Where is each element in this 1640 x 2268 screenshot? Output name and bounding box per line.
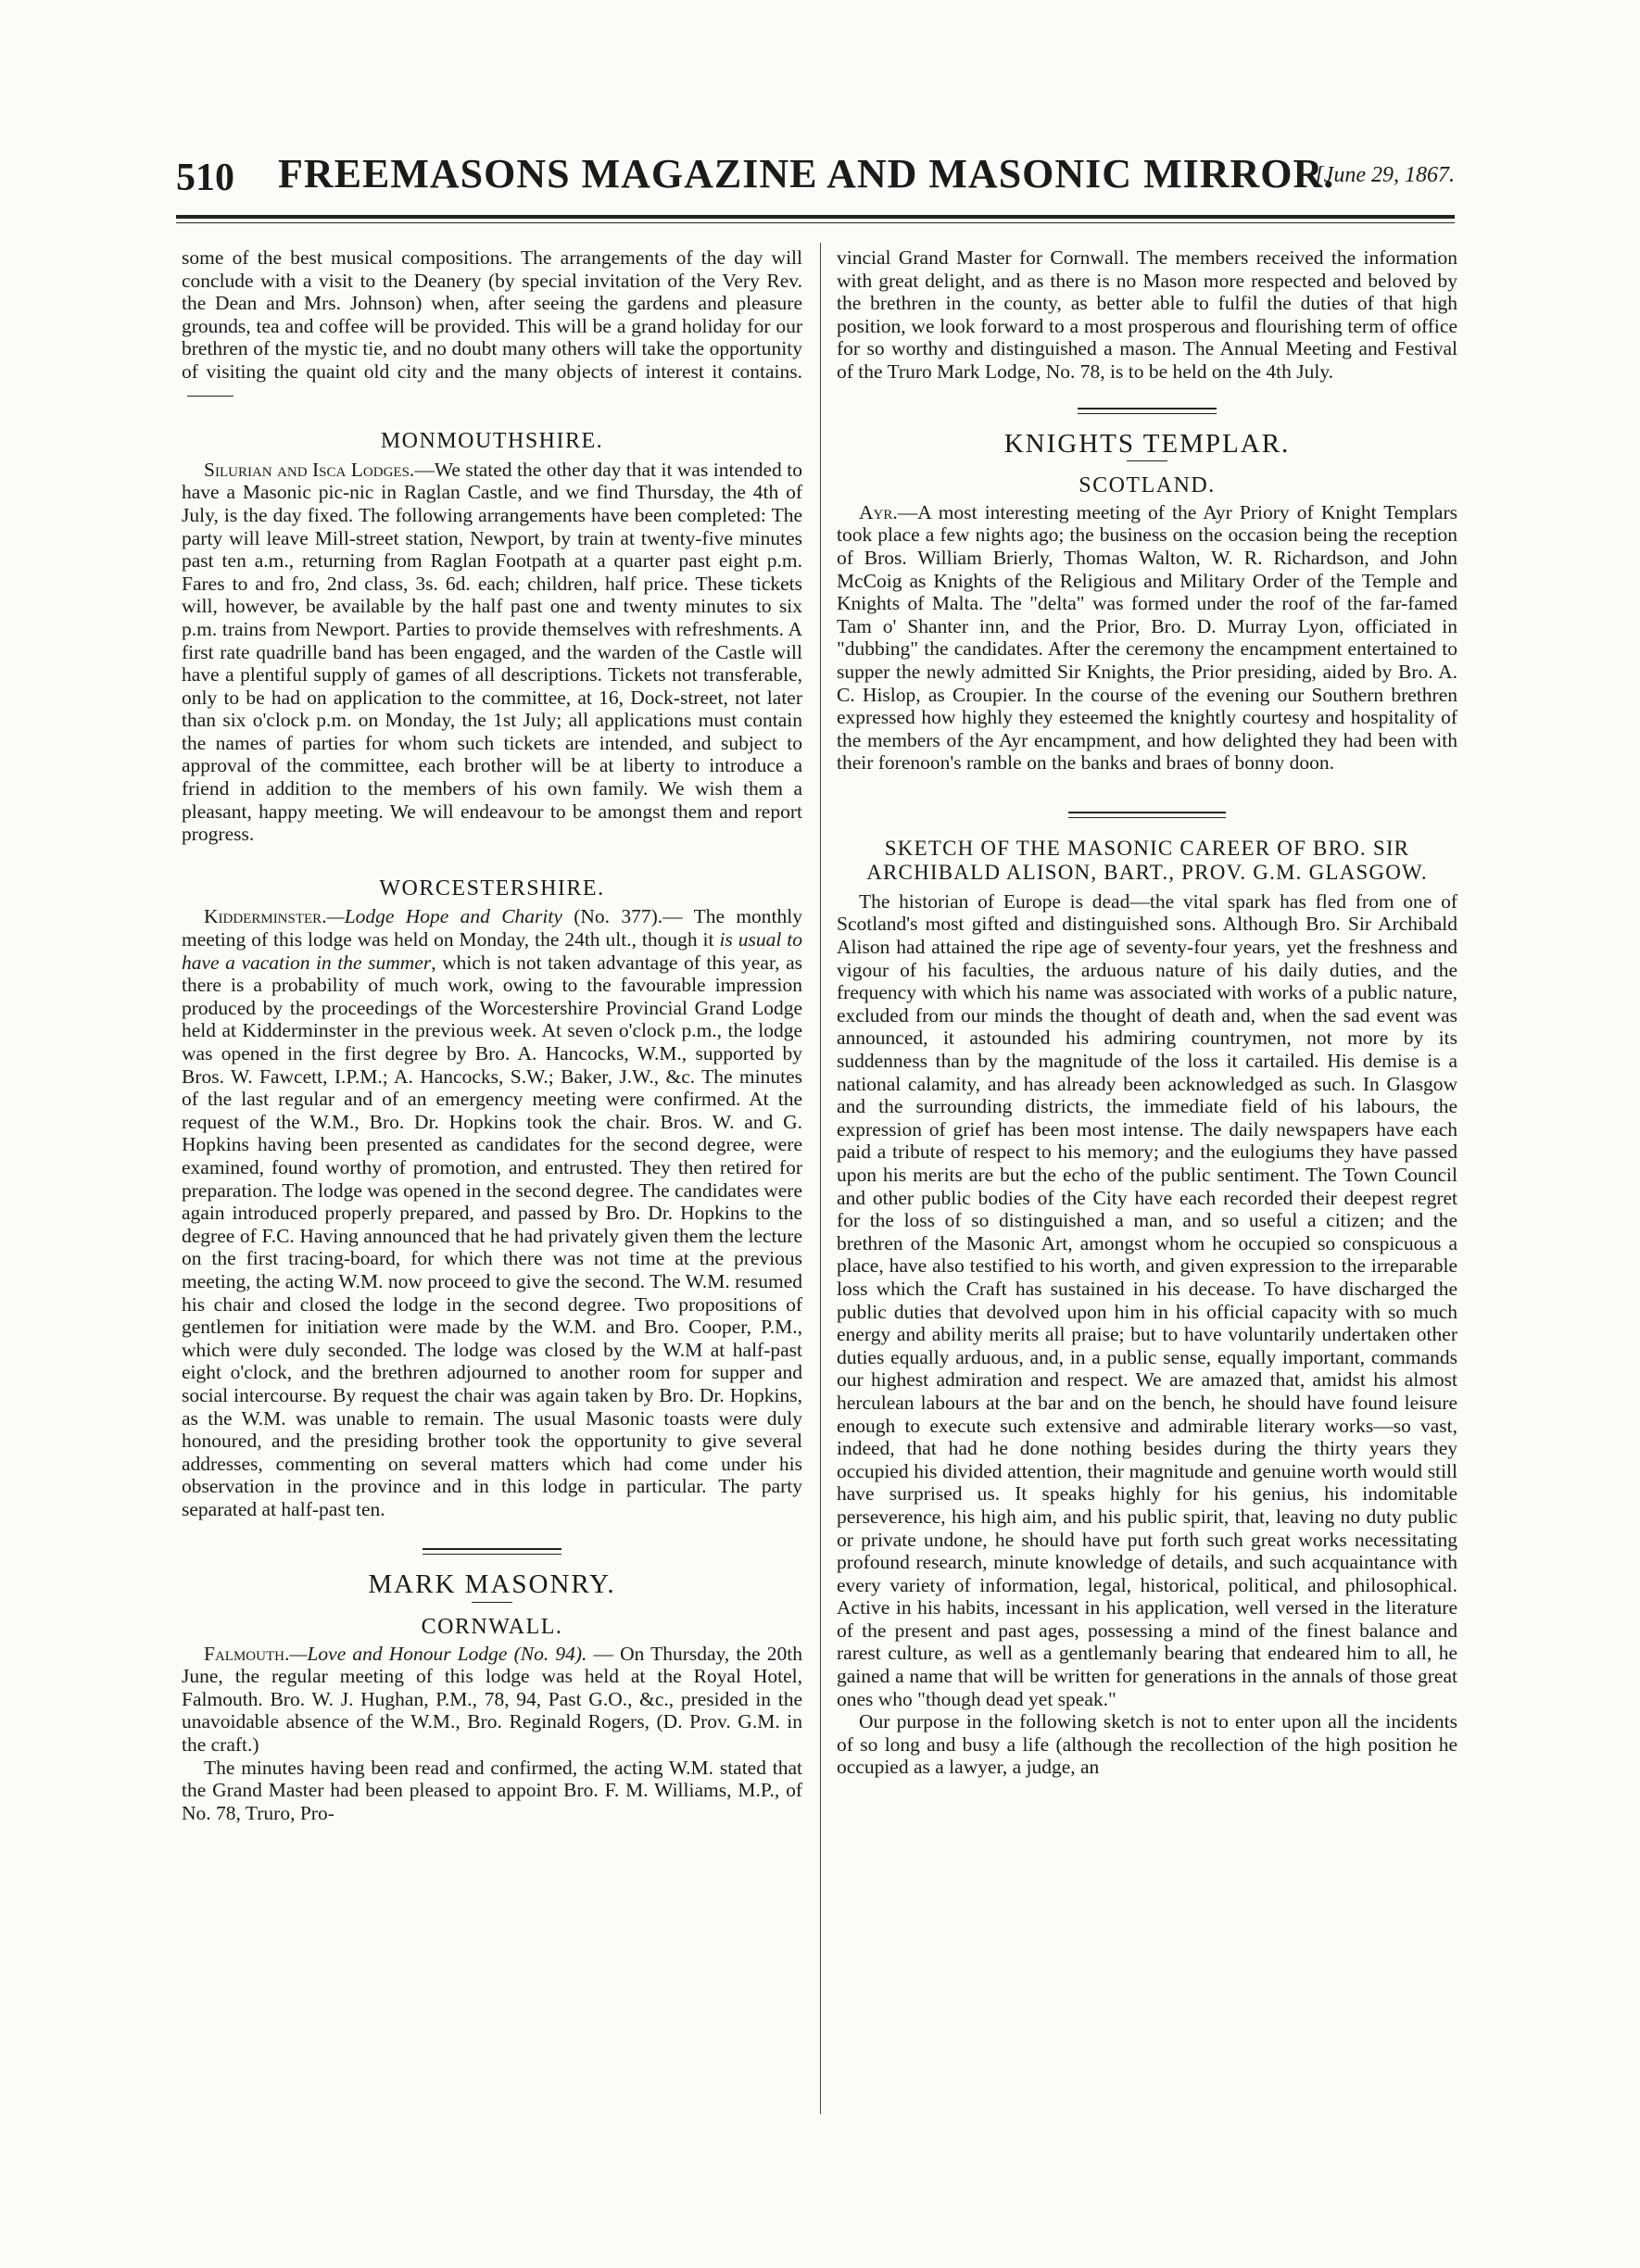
cornwall-continuation: vincial Grand Master for Cornwall. The members received the information with great delight, and as there is no Mason more respected and beloved by the brethren in the county, as better able to fulfil the duties of that high position, we look forward to a most prosperous and flourishing term of office for so worthy and distinguished a mason. The Annual Meeting and Festival of the Truro Mark Lodge, No. 78, is to be held on the 4th July. <box>837 246 1457 383</box>
column-divider <box>820 243 821 2114</box>
cornwall-paragraph-1 <box>182 1643 802 1757</box>
sketch-paragraph-1: The historian of Europe is dead—the vital spark has fled from one of Scotland's most gifted and distinguished sons. Although Bro. Sir Archibald Alison had attained the ripe age of seventy-four years, yet the freshness and vigour of his faculties, the arduous nature of his daily duties, and the frequency with which his name was associated with works of a public nature, excluded from our minds the thought of death and, when the sad event was announced, it astounded his admiring countrymen, not more by its suddenness than by the magnitude of the loss it cartailed. His demise is a national calamity, and has already been acknowledged as such. In Glasgow and the surrounding districts, the immediate field of his labours, the expression of grief has been most intense. The daily newspapers have each paid a tribute of respect to his memory; and the eulogiums they have passed upon his merits are but the echo of the public sentiment. The Town Council and other public bodies of the City have each recorded their deepest regret for the loss of so distinguished a man, and so useful a citizen; and the brethren of the Masonic Art, amongst whom he occupied so conspicuous a place, have also testified to his worth, and given expression to the irreparable loss which the Craft has sustained in his decease. To have discharged the public duties that devolved upon him in his official capacity with so much energy and ability merits all praise; but to have voluntarily undertaken other duties equally arduous, and, in a public sense, equally important, commands our highest admiration and respect. We are amazed that, amidst his almost herculean labours at the bar and on the bench, he should have found leisure enough to execute such extensive and admirable literary works—so vast, indeed, that had he done nothing besides during the thirty years they occupied his divided attention, their magnitude and genuine worth would still have surprised us. It speaks highly for his genius, his indomitable perseverence, his high aim, and his public spirit, that, leaving no duty public or private undone, he should have put forth such great works necessitating profound research, minute knowledge of details, and such acquaintance with every variety of information, legal, historical, political, and philosophical. Active in his habits, incessant in his application, well versed in the literature of the present and past ages, possessing a mind of the finest balance and rarest culture, as well as a gentlemanly bearing that endeared him to all, he gained a name that will be written for generations in the annals of those great ones who "though dead yet speak." <box>837 889 1457 1710</box>
ayr-lead: Ayr. <box>859 500 898 523</box>
page-number: 510 <box>176 157 234 199</box>
sketch-title-line-2: ARCHIBALD ALISON, BART., PROV. G.M. GLASGOW. <box>866 860 1428 884</box>
knights-templar-title: KNIGHTS TEMPLAR. <box>1003 428 1291 459</box>
monmouthshire-heading: MONMOUTHSHIRE. <box>380 429 604 454</box>
intro-text: some of the best musical compositions. The arrangements of the day will conclude with a visit to the Deanery (by special invitation of the Very Rev. the Dean and Mrs. Johnson) when, after seeing the gardens and pleasure grounds, tea and coffee will be provided. This will be a grand holiday for our brethren of the mystic tie, and no doubt many others will take the opportunity of visiting the quaint old city and the many objects of interest it contains. <box>182 246 802 383</box>
sketch-paragraph-2: Our purpose in the following sketch is not to enter upon all the incidents of so long and busy a life (although the recollection of the high position he occupied as a lawyer, a judge, an <box>837 1710 1457 1779</box>
cornwall-lead: Falmouth. <box>204 1642 290 1665</box>
worcestershire-body-italic: is usual to have a vacation in the summer <box>182 928 802 974</box>
left-column <box>182 246 802 1824</box>
ayr-paragraph <box>837 501 1457 775</box>
section-double-rule <box>423 1548 561 1555</box>
monmouthshire-body: —We stated the other day that it was intended to have a Masonic pic-nic in Raglan Castle, and we find Thursday, the 4th of July, is the day fixed. The following arrangements have been completed: The party will leave Mill-street station, Newport, by train at twenty-five minutes past ten a.m., returning from Raglan Footpath at a quarter past eight p.m. Fares to and fro, 2nd class, 3s. 6d. each; children, half price. These tickets will, however, be available by the half past one and twenty minutes to six p.m. trains from Newport. Parties to provide themselves with refreshments. A first rate quadrille band has been engaged, and the warden of the Castle will have a plentiful supply of games of all descriptions. Tickets not transferable, only to be had on application to the committee, at 16, Dock-street, not later than six o'clock p.m. on Monday, the 1st July; all applications must contain the names of parties for whom such tickets are intended, and subject to approval of the committee, each brother will be at liberty to introduce a friend in addition to the members of his own family. We wish them a pleasant, happy meeting. We will endeavour to be amongst them and report progress. <box>182 458 802 846</box>
section-end-rule <box>187 396 233 397</box>
title-short-rule-2 <box>1127 460 1167 461</box>
worcestershire-body-1: The monthly meeting of this lodge was held on Monday, the 24th ult., though it <box>182 905 802 951</box>
worcestershire-lodge-no: (No. 377).— <box>561 905 683 928</box>
worcestershire-lodge: —Lodge Hope and Charity <box>326 905 562 928</box>
section-double-rule-2 <box>1078 408 1217 414</box>
cornwall-body-1: — On Thursday, the 20th June, the regular meeting of this lodge was held at the Royal Hotel, Falmouth. Bro. W. J. Hughan, P.M., 78, 94, Past G.O., &c., presided in the unavoidable absence of the W.M., Bro. Reginald Rogers, (D. Prov. G.M. in the craft.) <box>182 1642 803 1757</box>
worcestershire-body-2: , which is not taken advantage of this year, as there is a probability of much work, owing to the favourable impression produced by the proceedings of the Worcestershire Provincial Grand Lodge held at Kidderminster in the previous week. At seven o'clock p.m., the lodge was opened in the first degree by Bro. A. Hancocks, W.M., supported by Bros. W. Fawcett, I.P.M.; A. Hancocks, S.W.; Baker, J.W., &c. The minutes of the last regular and of an emergency meeting were confirmed. At the request of the W.M., Bro. Dr. Hopkins took the chair. Bros. W. and G. Hopkins having been presented as candidates for the second degree, were examined, found worthy of promotion, and entrusted. They then retired for preparation. The lodge was opened in the second degree. The candidates were again introduced properly prepared, and passed by Bro. Dr. Hopkins to the degree of F.C. Having announced that he had privately given them the lecture on the first tracing-board, for which there was not time at the previous meeting, the acting W.M. now proceed to give the second. The W.M. resumed his chair and closed the lodge in the second degree. Two propositions of gentlemen for initiation were made by the W.M. and Bro. Cooper, P.M., which were duly seconded. The lodge was closed by the W.M at half-past eight o'clock, and the brethren adjourned to another room for supper and social intercourse. By request the chair was again taken by Bro. Dr. Hopkins, as the W.M. was unable to remain. The usual Masonic toasts were duly honoured, and the presiding brother took the opportunity to give several addresses, commenting on several matters which had come under his observation in the province and in this lodge in particular. The party separated at half-past ten. <box>182 951 803 1520</box>
page-header <box>176 150 1455 206</box>
cornwall-lodge: —Love and Honour Lodge (No. 94). <box>289 1642 587 1665</box>
masthead-title: FREEMASONS MAGAZINE AND MASONIC MIRROR. <box>278 151 1335 196</box>
sketch-title-line-1: SKETCH OF THE MASONIC CAREER OF BRO. SIR <box>884 836 1410 860</box>
worcestershire-lead: Kidderminster. <box>204 905 327 928</box>
worcestershire-paragraph <box>182 905 802 1520</box>
sketch-title <box>837 837 1457 885</box>
scotland-heading: SCOTLAND. <box>1079 473 1216 498</box>
header-rule-thick <box>176 215 1455 219</box>
section-double-rule-3 <box>1068 812 1226 818</box>
mark-masonry-title: MARK MASONRY. <box>368 1569 616 1600</box>
ayr-body: —A most interesting meeting of the Ayr Priory of Knight Templars took place a few nights ago; the business on the occasion being the reception of Bros. William Brierly, Thomas Walton, W. R. Richardson, and John McCoig as Knights of the Religious and Military Order of the Temple and Knights of Malta. The "delta" was formed under the roof of the far-famed Tam o' Shanter inn, and the Prior, Bro. D. Murray Lyon, officiated in "dubbing" the candidates. After the ceremony the encampment entertained to supper the newly admitted Sir Knights, the Prior presiding, aided by Bro. A. C. Hislop, as Croupier. In the course of the evening our Southern brethren expressed how highly they esteemed the knightly courtesy and hospitality of the members of the Ayr encampment, and how delighted they had been with their forenoon's ramble on the banks and braes of bonny doon. <box>837 500 1457 775</box>
header-rule-thin <box>176 222 1455 223</box>
worcestershire-heading: WORCESTERSHIRE. <box>379 876 605 901</box>
monmouthshire-lead: Silurian and Isca Lodges. <box>204 458 415 481</box>
intro-paragraph <box>182 246 802 406</box>
monmouthshire-paragraph <box>182 459 802 846</box>
issue-date: [June 29, 1867. <box>1315 163 1455 187</box>
cornwall-heading: CORNWALL. <box>421 1615 563 1640</box>
title-short-rule <box>472 1602 512 1603</box>
cornwall-paragraph-2: The minutes having been read and confirmed, the acting W.M. stated that the Grand Master had been pleased to appoint Bro. F. M. Williams, M.P., of No. 78, Truro, Pro- <box>182 1756 802 1824</box>
right-column <box>837 246 1457 1779</box>
